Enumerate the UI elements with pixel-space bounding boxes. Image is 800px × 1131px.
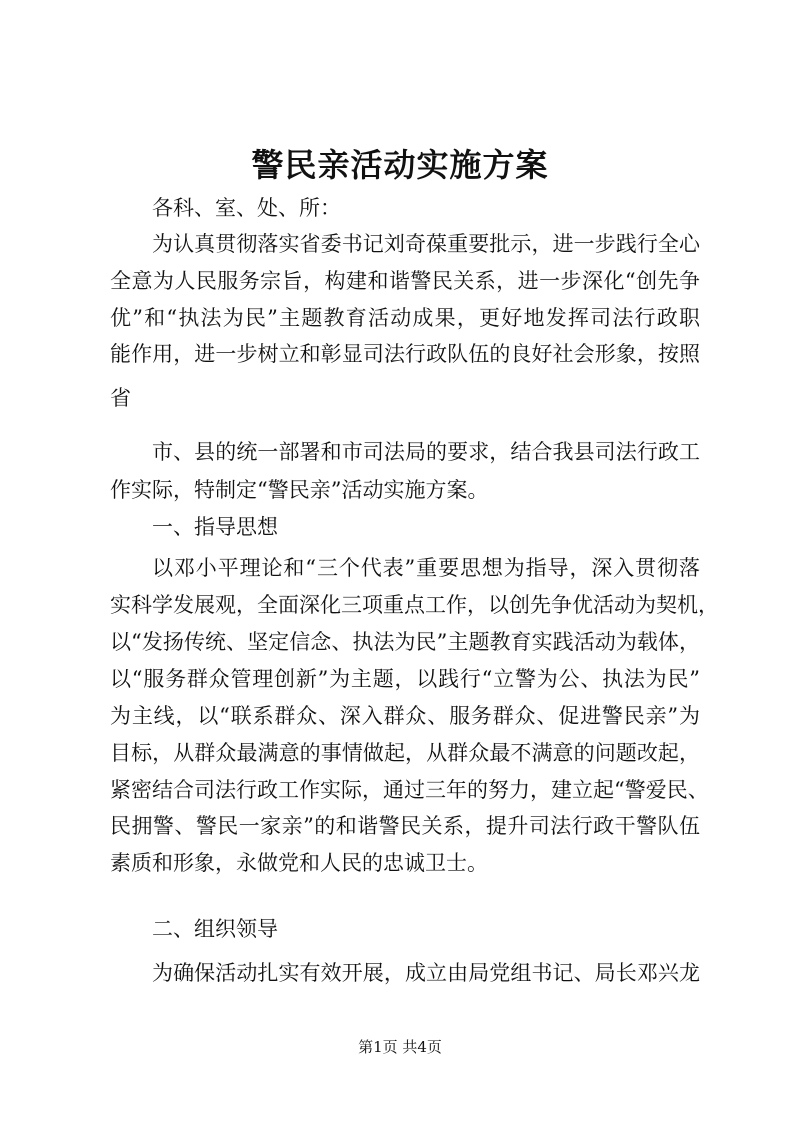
document-title: 警民亲活动实施方案 [251, 146, 549, 184]
paragraph-3-line-9: 素质和形象，永做党和人民的忠诚卫士。 [110, 851, 488, 875]
page-footer: 第1页 共4页 [358, 1038, 442, 1056]
paragraph-3-line-5: 为主线，以“联系群众、深入群众、服务群众、促进警民亲”为 [110, 704, 700, 728]
paragraph-3-line-3: 以“发扬传统、坚定信念、执法为民”主题教育实践活动为载体， [110, 630, 700, 654]
paragraph-2-line-1: 市、县的统一部署和市司法局的要求，结合我县司法行政工 [152, 440, 700, 464]
paragraph-1-line-1: 为认真贯彻落实省委书记刘奇葆重要批示，进一步践行全心 [152, 232, 700, 256]
section-heading-1: 一、指导思想 [152, 515, 278, 539]
salutation: 各科、室、处、所： [152, 196, 341, 220]
paragraph-3-line-1: 以邓小平理论和“三个代表”重要思想为指导，深入贯彻落 [152, 556, 700, 580]
paragraph-3-line-2: 实科学发展观，全面深化三项重点工作，以创先争优活动为契机， [110, 593, 719, 617]
paragraph-1-line-2: 全意为人民服务宗旨，构建和谐警民关系，进一步深化“创先争 [110, 269, 700, 293]
paragraph-4-line-1: 为确保活动扎实有效开展，成立由局党组书记、局长邓兴龙 [152, 961, 700, 985]
paragraph-1-line-4: 能作用，进一步树立和彰显司法行政队伍的良好社会形象，按照 [110, 342, 700, 366]
paragraph-3-line-8: 民拥警、警民一家亲”的和谐警民关系，提升司法行政干警队伍 [110, 814, 700, 838]
paragraph-3-line-6: 目标，从群众最满意的事情做起，从群众最不满意的问题改起， [110, 741, 700, 765]
paragraph-3-line-7: 紧密结合司法行政工作实际，通过三年的努力，建立起“警爱民、 [110, 778, 709, 802]
paragraph-3-line-4: 以“服务群众管理创新”为主题，以践行“立警为公、执法为民” [110, 667, 700, 691]
section-heading-2: 二、组织领导 [152, 917, 278, 941]
paragraph-1-line-3: 优”和“执法为民”主题教育活动成果，更好地发挥司法行政职 [110, 306, 700, 330]
paragraph-1-line-5: 省 [110, 386, 131, 410]
paragraph-2-line-2: 作实际，特制定“警民亲”活动实施方案。 [110, 478, 489, 502]
